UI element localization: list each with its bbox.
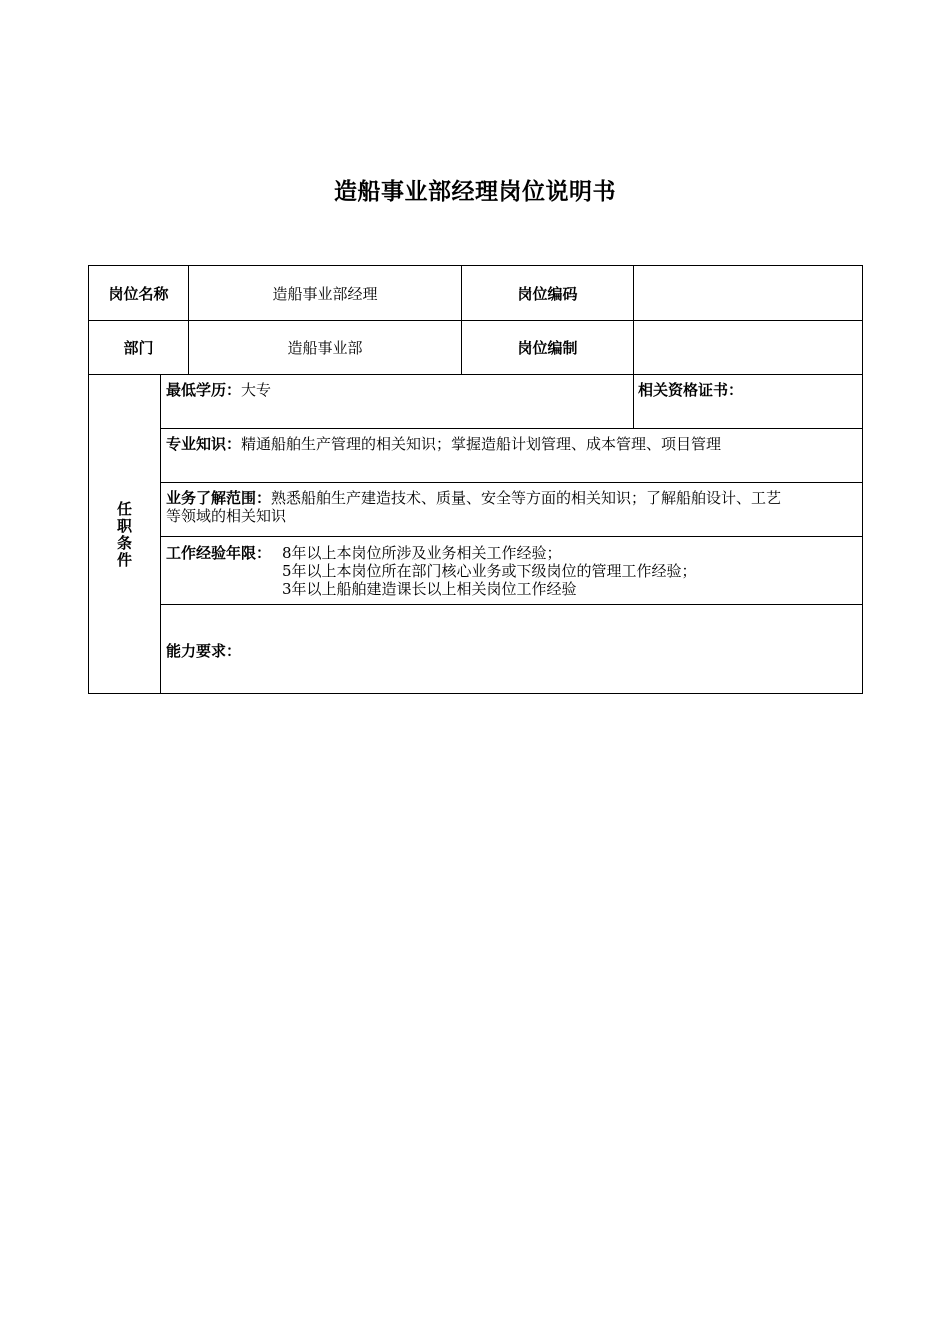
ability-requirement: [166, 642, 858, 661]
experience-line: 3年以上船舶建造课长以上相关岗位工作经验: [282, 580, 577, 598]
experience-line: 8年以上本岗位所涉及业务相关工作经验；: [282, 544, 562, 562]
experience-label: 工作经验年限：: [166, 544, 272, 562]
department-label: 部门: [123, 339, 154, 357]
department-value: 造船事业部: [287, 339, 363, 357]
qualifications-section-label: 任职条件: [115, 501, 133, 569]
position-code-label: 岗位编码: [517, 284, 578, 303]
row-divider: [160, 604, 862, 605]
row-divider: [160, 428, 862, 429]
experience-lines: [282, 544, 858, 598]
knowledge-requirement: [166, 435, 858, 454]
knowledge-value: 精通船舶生产管理的相关知识；掌握造船计划管理、成本管理、项目管理: [241, 435, 722, 453]
row-divider: [160, 482, 862, 483]
col-divider: [633, 374, 634, 428]
col-divider: [160, 374, 161, 694]
headcount-label: 岗位编制: [517, 339, 578, 357]
position-name-value: 造船事业部经理: [272, 284, 378, 303]
ability-label: 能力要求：: [166, 642, 242, 660]
position-name-label: 岗位名称: [108, 284, 169, 303]
position-code-value: [634, 266, 862, 320]
experience-line: 5年以上本岗位所在部门核心业务或下级岗位的管理工作经验；: [282, 562, 697, 580]
education-requirement: [166, 381, 626, 400]
certificate-label: 相关资格证书：: [638, 381, 744, 399]
scope-value-line1: 熟悉船舶生产建造技术、质量、安全等方面的相关知识；了解船舶设计、工艺: [271, 489, 782, 507]
education-value: 大专: [241, 381, 272, 399]
row-divider: [160, 536, 862, 537]
knowledge-label: 专业知识：: [166, 435, 242, 453]
certificate-requirement: [638, 381, 858, 400]
document-title: 造船事业部经理岗位说明书: [334, 179, 616, 205]
job-description-table: [88, 265, 863, 694]
education-label: 最低学历：: [166, 381, 242, 399]
scope-requirement: [166, 489, 862, 525]
headcount-value: [634, 321, 862, 374]
row-divider: [89, 374, 862, 375]
scope-label: 业务了解范围：: [166, 489, 272, 507]
scope-value-line2: 等领域的相关知识: [166, 507, 287, 525]
